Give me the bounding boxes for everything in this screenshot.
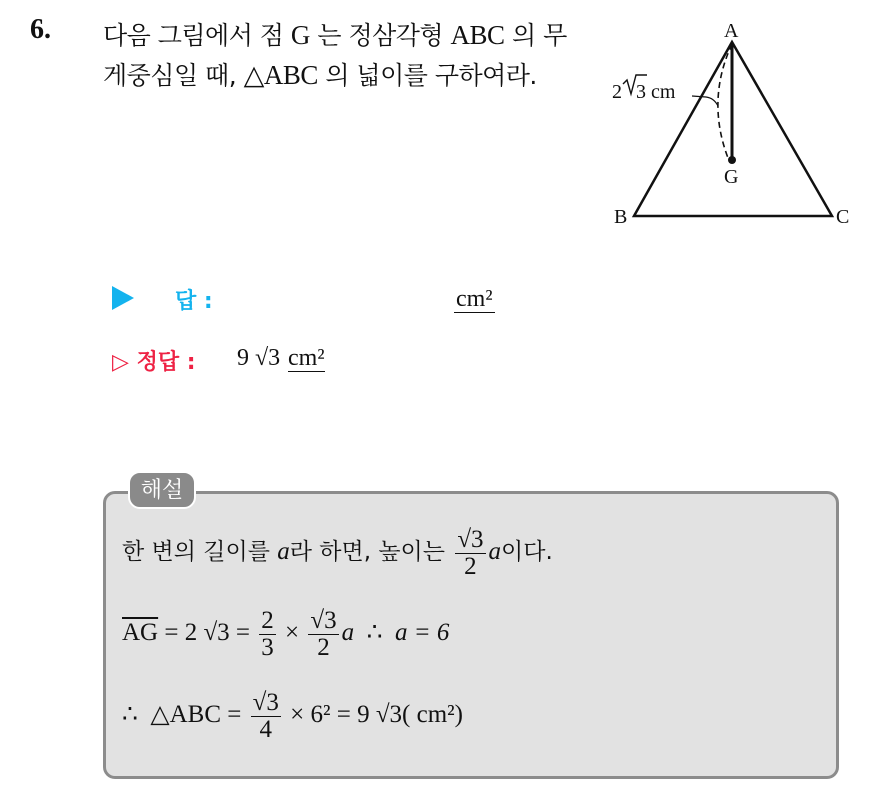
fraction-root3-over-2	[308, 608, 338, 661]
fraction-denominator: 4	[259, 716, 272, 743]
variable-a: a	[277, 538, 290, 566]
answer-arrow-icon	[112, 286, 134, 310]
answer-label: 답 :	[175, 289, 213, 314]
fraction-denominator: 2	[317, 634, 330, 661]
question-text-part: 다음 그림에서 점	[103, 21, 291, 50]
fraction-height	[455, 527, 485, 580]
times-symbol: ×	[278, 619, 306, 647]
fraction-numerator: √3	[252, 689, 279, 716]
solution-line-2	[122, 608, 449, 661]
therefore-symbol: ∴	[354, 619, 396, 647]
variable-a: a	[488, 538, 502, 566]
triangle-symbol-label: △ABC	[243, 60, 318, 90]
centroid-point	[728, 156, 736, 164]
solution-text-part: 라 하면, 높이는	[289, 539, 453, 566]
fraction-denominator: 2	[464, 553, 477, 580]
segment-ag-symbol: $\overline{AG}$	[122, 619, 159, 647]
solution-math-part: × 6² = 9 √3( cm²)	[283, 701, 463, 729]
length-radicand: 3	[636, 81, 646, 103]
fraction-root3-over-4	[251, 690, 281, 743]
fraction-numerator: √3	[457, 526, 484, 553]
solution-tag: 해설	[128, 471, 196, 509]
triangle-abc-label: ABC	[450, 20, 505, 50]
point-g-label: G	[290, 20, 310, 50]
solution-text-part: 이다.	[501, 539, 553, 566]
solution-text-part: 한 변의 길이를	[122, 539, 278, 566]
fraction-numerator: 2	[261, 607, 274, 634]
answer-unit: cm²	[456, 286, 493, 312]
vertex-c-label: C	[836, 206, 850, 228]
fraction-two-thirds	[259, 608, 276, 661]
vertex-b-label: B	[614, 206, 628, 228]
triangle-figure	[600, 20, 860, 235]
vertex-a-label: A	[724, 20, 739, 42]
question-number: 6.	[30, 14, 51, 45]
correct-answer-unit: cm²	[288, 345, 325, 371]
question-text-part: 의 넓이를 구하여라.	[317, 61, 537, 90]
correct-answer-label: ▷ 정답 :	[112, 350, 196, 375]
question-text-part: 의 무	[504, 21, 567, 50]
question-text-line-2	[103, 56, 537, 92]
correct-answer-value: 9 √3	[237, 345, 281, 371]
fraction-denominator: 3	[261, 634, 274, 661]
solution-math-part: = 2 √3 =	[158, 619, 257, 647]
length-coefficient: 2	[612, 81, 622, 103]
point-g-figure-label: G	[724, 166, 739, 188]
question-text-part: 게중심일 때,	[103, 61, 244, 90]
fraction-numerator: √3	[310, 607, 337, 634]
question-text-line-1	[103, 16, 567, 52]
triangle-diagram	[600, 20, 860, 235]
result-a-equals-6: a = 6	[395, 619, 450, 647]
solution-line-1	[122, 527, 553, 580]
solution-line-3	[122, 690, 463, 743]
solution-math-part: ∴ △ABC =	[122, 701, 248, 729]
length-unit: cm	[651, 81, 676, 103]
question-text-part: 는 정삼각형	[309, 21, 451, 50]
variable-a: a	[341, 619, 355, 647]
